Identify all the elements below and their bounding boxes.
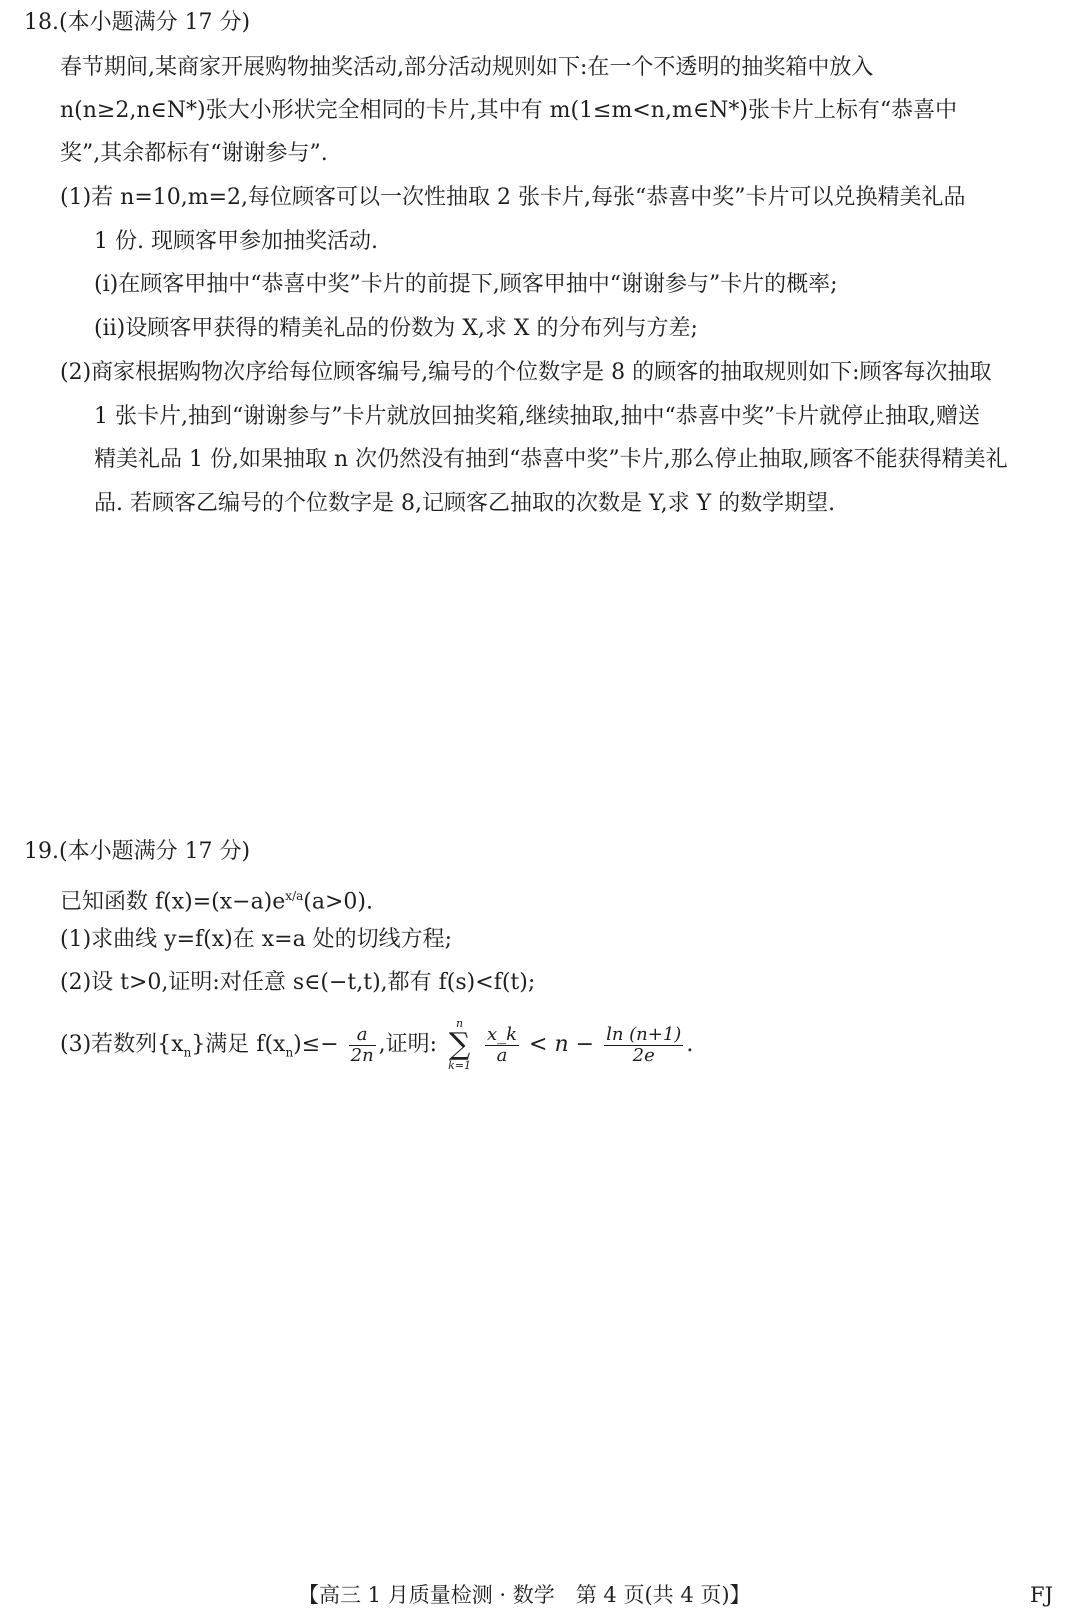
q18-line-1: 春节期间,某商家开展购物抽奖活动,部分活动规则如下:在一个不透明的抽奖箱中放入	[60, 55, 874, 80]
q18-line-3: 奖”,其余都标有“谢谢参与”.	[60, 141, 328, 166]
summation-lower: k=1	[448, 1059, 471, 1072]
summation	[448, 1018, 471, 1072]
summation-symbol: ∑	[448, 1027, 471, 1062]
footer-code: FJ	[1030, 1583, 1053, 1607]
q19-part3	[60, 1018, 693, 1072]
q19-part3-mid: }满足 f(x	[191, 1032, 286, 1057]
q18-part1-ii: (ⅱ)设顾客甲获得的精美礼品的份数为 X,求 X 的分布列与方差;	[94, 316, 698, 341]
q18-part2-line-4: 品. 若顾客乙编号的个位数字是 8,记顾客乙抽取的次数是 Y,求 Y 的数学期望.	[94, 491, 836, 516]
q19-intro-exponent: x/a	[285, 889, 304, 903]
fraction-ln-over-2e-denominator: 2e	[604, 1045, 683, 1066]
q19-part3-sub-n-2: n	[285, 1045, 294, 1060]
fraction-ln-over-2e	[604, 1025, 683, 1066]
q18-part1-i: (ⅰ)在顾客甲抽中“恭喜中奖”卡片的前提下,顾客甲抽中“谢谢参与”卡片的概率;	[94, 272, 838, 297]
q19-intro-suffix: (a>0).	[303, 889, 373, 915]
q19-header: 19.(本小题满分 17 分)	[24, 839, 251, 864]
q19-part3-prove: ,证明:	[378, 1032, 438, 1057]
less-than-n-minus: < n −	[529, 1032, 595, 1057]
q19-part3-prefix: (3)若数列{x	[60, 1032, 184, 1057]
fraction-a-over-2n-denominator: 2n	[350, 1044, 374, 1066]
q18-part1-line-1: (1)若 n=10,m=2,每位顾客可以一次性抽取 2 张卡片,每张“恭喜中奖”卡片可以兑换精美礼品	[60, 185, 966, 210]
q18-part1-line-2: 1 份. 现顾客甲参加抽奖活动.	[94, 229, 378, 254]
summation-upper: n	[455, 1017, 464, 1030]
q18-line-2: n(n≥2,n∈N*)张大小形状完全相同的卡片,其中有 m(1≤m<n,m∈N*)张卡片上标有“恭喜中	[60, 98, 958, 123]
q19-intro	[60, 881, 373, 917]
fraction-ln-over-2e-numerator: ln (n+1)	[606, 1023, 682, 1045]
q18-part2-line-3: 精美礼品 1 份,如果抽取 n 次仍然没有抽到“恭喜中奖”卡片,那么停止抽取,顾客不能获得精美礼	[94, 447, 1008, 472]
fraction-xk-over-a-denominator: a	[485, 1045, 519, 1066]
q18-header: 18.(本小题满分 17 分)	[24, 10, 251, 35]
q19-part3-mid2: )≤−	[293, 1032, 339, 1057]
fraction-a-over-2n-numerator: a	[356, 1023, 368, 1045]
q19-part3-sub-n: n	[183, 1045, 192, 1060]
fraction-xk-over-a-numerator: x_k	[486, 1023, 518, 1045]
fraction-xk-over-a	[485, 1025, 519, 1066]
q18-part2-line-1: (2)商家根据购物次序给每位顾客编号,编号的个位数字是 8 的顾客的抽取规则如下:顾客每次抽取	[60, 360, 992, 385]
q19-intro-prefix: 已知函数 f(x)=(x−a)e	[60, 889, 286, 915]
q19-part3-end: .	[686, 1032, 694, 1057]
q19-part2: (2)设 t>0,证明:对任意 s∈(−t,t),都有 f(s)<f(t);	[60, 970, 536, 995]
fraction-a-over-2n	[349, 1025, 376, 1066]
page-footer: 【高三 1 月质量检测 · 数学 第 4 页(共 4 页)】	[298, 1583, 751, 1607]
q19-part1: (1)求曲线 y=f(x)在 x=a 处的切线方程;	[60, 927, 453, 952]
q18-part2-line-2: 1 张卡片,抽到“谢谢参与”卡片就放回抽奖箱,继续抽取,抽中“恭喜中奖”卡片就停止抽取,赠送	[94, 404, 980, 429]
